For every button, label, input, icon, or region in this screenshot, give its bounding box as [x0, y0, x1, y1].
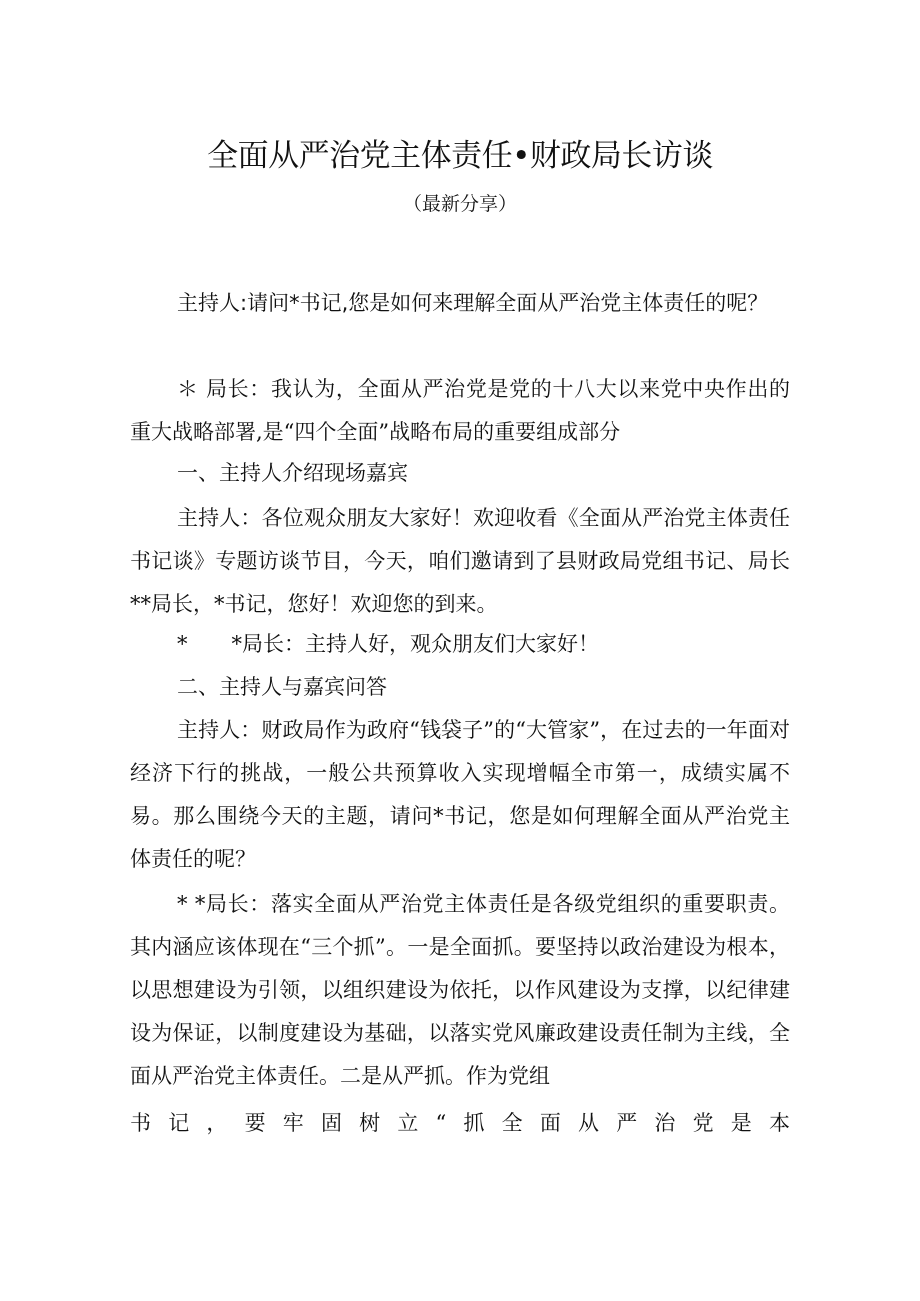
- paragraph-director-answer: [130, 883, 790, 1098]
- tail-char: 立: [397, 1111, 419, 1135]
- paragraph-host-intro: [130, 497, 790, 626]
- tail-char: 牢: [282, 1111, 304, 1135]
- tail-char: 要: [244, 1111, 266, 1135]
- tail-char: ，: [206, 1111, 228, 1135]
- tail-char: 是: [730, 1111, 752, 1135]
- tail-char: 严: [616, 1111, 638, 1135]
- tail-char: 面: [539, 1111, 561, 1135]
- tail-char: 从: [578, 1111, 599, 1135]
- paragraph-host-question: [130, 283, 790, 324]
- tail-char: 固: [320, 1111, 342, 1135]
- speaker-label: ＊ 局长: [177, 377, 250, 401]
- tail-char: 抓: [463, 1111, 485, 1135]
- document-subtitle: （最新分享）: [402, 193, 517, 215]
- tail-char: 记: [168, 1111, 190, 1135]
- paragraph-director-answer-tail: [130, 1102, 790, 1145]
- tail-char: 全: [501, 1111, 523, 1135]
- paragraph-text: 主持人：财政局作为政府“钱袋子”的“大管家”，在过去的一年面对经济下行的挑战，一般公共预算收入实现增幅全市第一，成绩实属不易。那么围绕今天的主题，请问*书记，您是如何理解全面从严治党主体责任的呢？: [130, 718, 790, 871]
- speaker-label: *: [177, 632, 188, 656]
- document-title: 全面从严治党主体责任•财政局长访谈: [207, 138, 713, 174]
- tail-char: 党: [692, 1111, 714, 1135]
- paragraph-text: *局长：主持人好，观众朋友们大家好！: [231, 632, 599, 656]
- tail-char: 书: [130, 1111, 151, 1135]
- tail-char: 本: [768, 1111, 790, 1135]
- tail-char: 治: [654, 1111, 676, 1135]
- paragraph-director-answer-intro: [130, 368, 790, 454]
- tail-char: 树: [359, 1111, 381, 1135]
- section-heading-2: 二、主持人与嘉宾问答: [177, 675, 387, 699]
- paragraph-text: 主持人：各位观众朋友大家好！欢迎收看《全面从严治党主体责任书记谈》专题访谈节目，今天，咱们邀请到了县财政局党组书记、局长**局长，*书记，您好！欢迎您的到来。: [130, 506, 790, 616]
- tail-char: “: [435, 1111, 447, 1135]
- paragraph-host-question-2: [130, 709, 790, 881]
- paragraph-text: ：我认为，全面从严治党是党的十八大以来党中央作出的重大战略部署,是“四个全面”战略布局的重要组成部分: [130, 377, 790, 444]
- paragraph-text: * *局长：落实全面从严治党主体责任是各级党组织的重要职责。其内涵应该体现在“三个抓”。一是全面抓。要坚持以政治建设为根本，以思想建设为引领，以组织建设为依托，以作风建设为支撑，以纪律建设为保证，以制度建设为基础，以落实党风廉政建设责任制为主线，全面从严治党主体责任。二是从严抓。作为党组: [130, 892, 790, 1088]
- paragraph-director-greeting: [130, 623, 790, 666]
- paragraph-text: 请问*书记,您是如何来理解全面从严治党主体责任的呢？: [247, 291, 769, 315]
- section-heading-1: 一、主持人介绍现场嘉宾: [177, 461, 408, 485]
- speaker-label: 主持人:: [177, 291, 248, 315]
